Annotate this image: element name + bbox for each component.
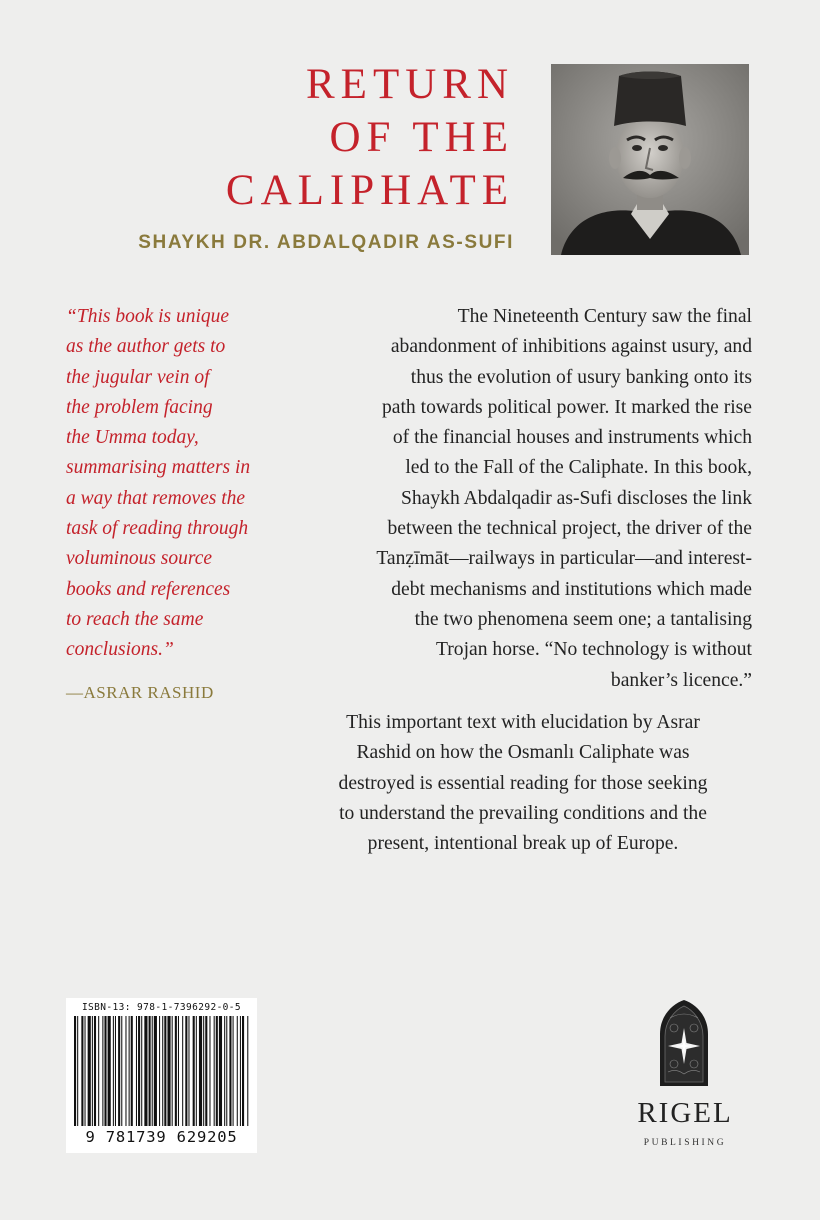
- barcode-bar: [121, 1016, 122, 1126]
- publisher-logo-arch-icon: [656, 998, 712, 1088]
- barcode-bar: [164, 1016, 166, 1126]
- title-line-2: OF THE: [329, 114, 514, 161]
- barcode-bar: [178, 1016, 179, 1126]
- barcode-bar: [149, 1016, 151, 1126]
- barcode-bar: [175, 1016, 177, 1126]
- barcode-bar: [77, 1016, 78, 1126]
- barcode-bar: [108, 1016, 111, 1126]
- isbn-label: ISBN-13: 978-1-7396292-0-5: [81, 1002, 242, 1013]
- barcode-bar: [88, 1016, 91, 1126]
- barcode-bar: [214, 1016, 215, 1126]
- barcode-bar: [129, 1016, 130, 1126]
- barcode-bar: [85, 1016, 86, 1126]
- barcode-bar: [167, 1016, 170, 1126]
- barcode-bar: [203, 1016, 204, 1126]
- barcode-bar: [209, 1016, 210, 1126]
- barcode-bar: [144, 1016, 147, 1126]
- barcode-bar: [226, 1016, 227, 1126]
- barcode-bar: [162, 1016, 163, 1126]
- blurb-paragraph-1: The Nineteenth Century saw the final abandonment of inhibitions against usury, and thus the evolution of usury banking onto its path towards political power. It marked the rise of the financial houses and instruments which led to the Fall of the Caliphate. In this book, Shaykh Abdalqadir as-Sufi discloses the link between the technical project, the driver of the Tanẓīmāt—railways in particular—and interest- debt mechanisms and institutions which made the two phenomena seem one; a tantalising Trojan horse. “No technology is without banker’s licence.”: [376, 306, 752, 691]
- barcode-bar: [193, 1016, 195, 1126]
- publisher-name: RIGEL: [637, 1097, 733, 1129]
- barcode-bar: [237, 1016, 238, 1126]
- barcode-bar: [94, 1016, 96, 1126]
- barcode-bar: [205, 1016, 207, 1126]
- barcode-bar: [216, 1016, 218, 1126]
- title-line-3: CALIPHATE: [225, 167, 514, 214]
- barcode-bar: [154, 1016, 157, 1126]
- barcode-bar: [199, 1016, 202, 1126]
- blurb-paragraph-2: This important text with elucidation by Asrar Rashid on how the Osmanlı Caliphate was destroyed is essential reading for those seeking to understand the prevailing conditions and the present, intentional break up of Europe.: [338, 712, 708, 855]
- barcode-bar: [224, 1016, 225, 1126]
- barcode-bars: [72, 1016, 251, 1132]
- endorsement-quote: “This book is unique as the author gets to the jugular vein of the problem facing the Umma today, summarising matters in a way that removes the task of reading through voluminous source books and references to reach the same conclusions.”: [66, 306, 251, 661]
- barcode-bar: [74, 1016, 76, 1126]
- barcode-bar: [159, 1016, 160, 1126]
- barcode-bar: [185, 1016, 187, 1126]
- author-portrait-photo: [551, 64, 749, 255]
- barcode-bar: [242, 1016, 244, 1126]
- barcode-bar: [136, 1016, 137, 1126]
- barcode-bar: [92, 1016, 93, 1126]
- barcode-bar: [125, 1016, 126, 1126]
- barcode-bar: [182, 1016, 183, 1126]
- barcode-digits: 9 781739 629205: [85, 1128, 238, 1146]
- barcode-bar: [113, 1016, 114, 1126]
- barcode-bar: [102, 1016, 103, 1126]
- barcode-bar: [118, 1016, 120, 1126]
- barcode-bar: [172, 1016, 173, 1126]
- book-title: [214, 58, 514, 217]
- publisher-subtitle: PUBLISHING: [643, 1138, 727, 1148]
- isbn-barcode: [66, 998, 257, 1153]
- barcode-bar: [98, 1016, 99, 1126]
- barcode-bar: [115, 1016, 116, 1126]
- barcode-bar: [219, 1016, 222, 1126]
- barcode-bar: [141, 1016, 142, 1126]
- barcode-bar: [104, 1016, 106, 1126]
- title-line-1: RETURN: [306, 61, 514, 108]
- barcode-bar: [233, 1016, 234, 1126]
- barcode-bar: [152, 1016, 153, 1126]
- barcode-bar: [131, 1016, 133, 1126]
- barcode-bar: [138, 1016, 140, 1126]
- barcode-bar: [196, 1016, 197, 1126]
- barcode-bar: [188, 1016, 189, 1126]
- quote-attribution: —ASRAR RASHID: [66, 683, 214, 702]
- barcode-bar: [81, 1016, 83, 1126]
- barcode-bar: [247, 1016, 248, 1126]
- barcode-bar: [240, 1016, 241, 1126]
- barcode-bar: [229, 1016, 231, 1126]
- author-name: SHAYKH DR. ABDALQADIR AS-SUFI: [138, 232, 514, 253]
